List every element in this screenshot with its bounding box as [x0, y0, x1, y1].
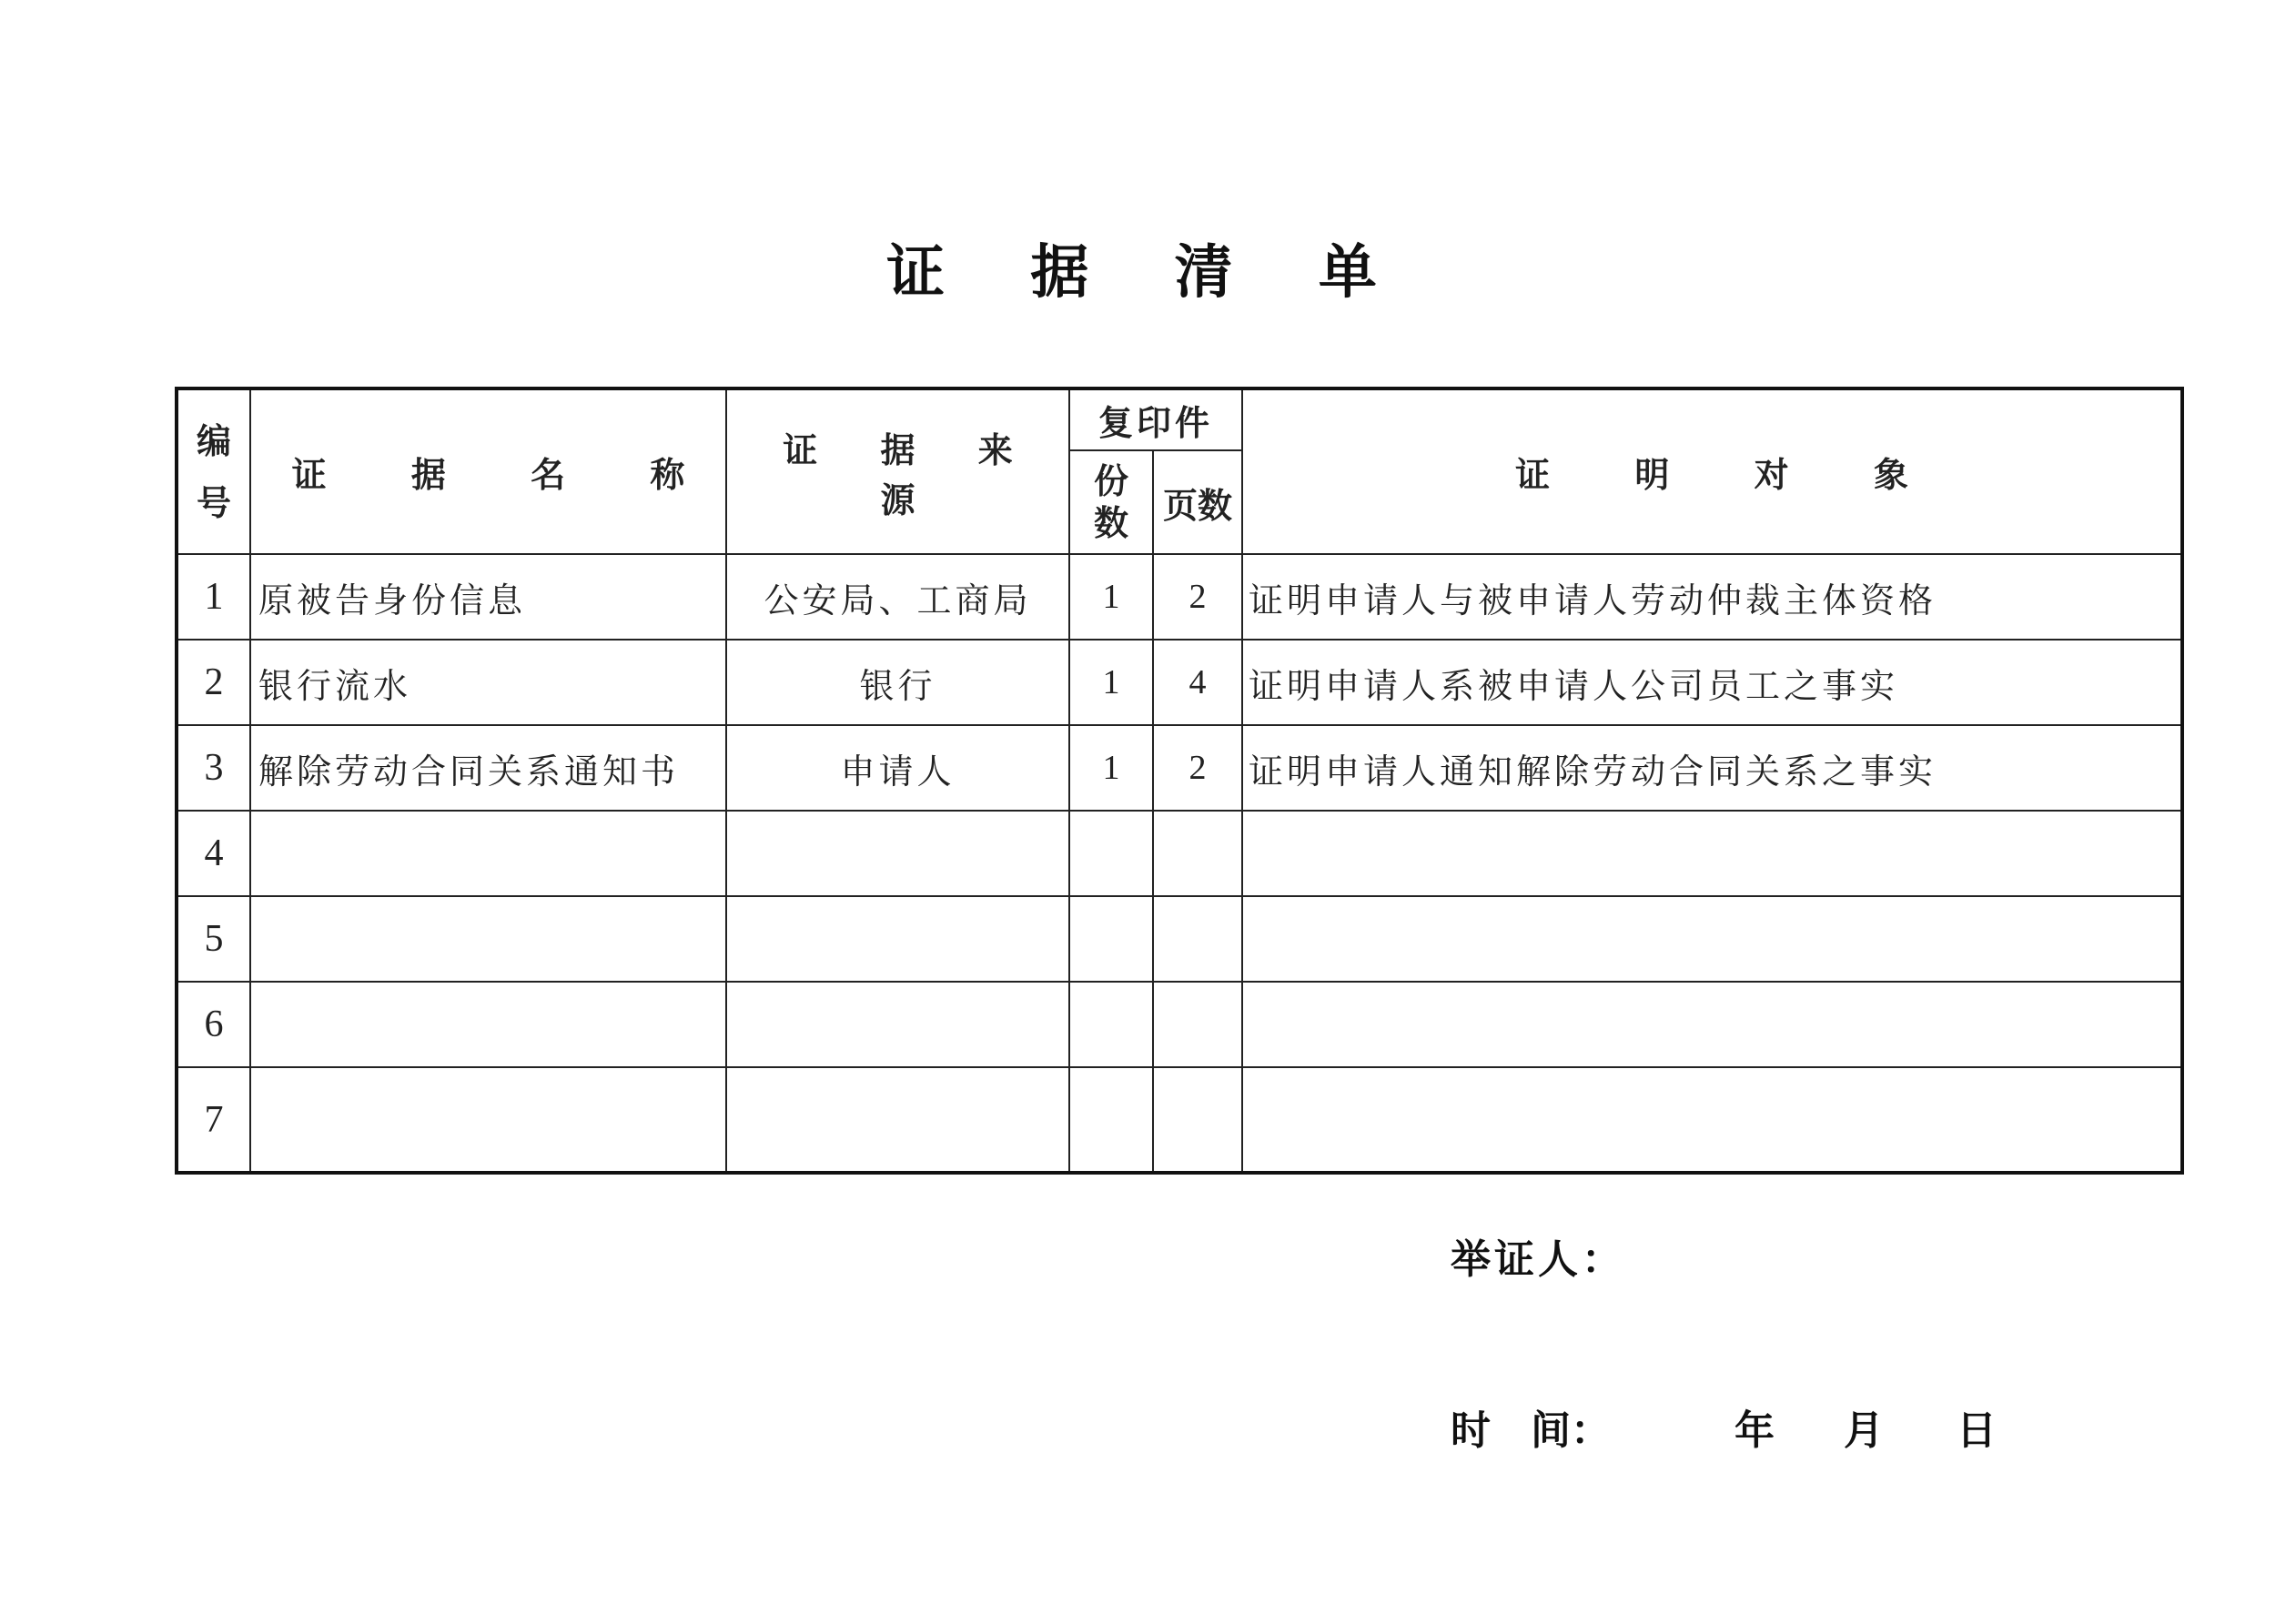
evidence-name-cell [250, 811, 726, 896]
pages-cell: 4 [1153, 640, 1242, 725]
pages-cell: 2 [1153, 554, 1242, 640]
header-evidence-name: 证 据 名 称 [250, 388, 726, 554]
evidence-source-cell: 银行 [726, 640, 1069, 725]
row-number: 1 [177, 554, 250, 640]
day-label: 日 [1957, 1407, 1997, 1454]
purpose-cell: 证明申请人系被申请人公司员工之事实 [1242, 640, 2182, 725]
purpose-cell: 证明申请人通知解除劳动合同关系之事实 [1242, 725, 2182, 811]
header-evidence-source: 证 据 来 源 [726, 388, 1069, 554]
purpose-cell [1242, 811, 2182, 896]
purpose-cell [1242, 982, 2182, 1067]
row-number: 7 [177, 1067, 250, 1173]
copies-cell: 1 [1069, 725, 1153, 811]
evidence-name-cell: 解除劳动合同关系通知书 [250, 725, 726, 811]
evidence-source-cell [726, 982, 1069, 1067]
header-pages: 页数 [1153, 450, 1242, 554]
signer-label: 举证人： [1451, 1236, 1625, 1283]
row-number: 3 [177, 725, 250, 811]
table-row [177, 896, 2182, 982]
copies-cell [1069, 811, 1153, 896]
month-label: 月 [1844, 1407, 1884, 1454]
header-purpose: 证 明 对 象 [1242, 388, 2182, 554]
table-row [177, 1067, 2182, 1173]
evidence-source-cell: 公安局、工商局 [726, 554, 1069, 640]
copies-cell [1069, 982, 1153, 1067]
evidence-name-cell [250, 1067, 726, 1173]
evidence-name-cell: 原被告身份信息 [250, 554, 726, 640]
evidence-name-cell [250, 982, 726, 1067]
pages-cell: 2 [1153, 725, 1242, 811]
pages-cell [1153, 811, 1242, 896]
evidence-source-cell: 申请人 [726, 725, 1069, 811]
header-copies-group: 复印件 [1069, 388, 1242, 450]
row-number: 4 [177, 811, 250, 896]
evidence-source-cell [726, 896, 1069, 982]
copies-cell: 1 [1069, 554, 1153, 640]
evidence-name-cell [250, 896, 726, 982]
date-line [1451, 1397, 2088, 1452]
purpose-cell: 证明申请人与被申请人劳动仲裁主体资格 [1242, 554, 2182, 640]
row-number: 6 [177, 982, 250, 1067]
evidence-table [175, 387, 2184, 1175]
table-row [177, 725, 2182, 811]
time-label: 时 间： [1451, 1407, 1611, 1454]
table-body [177, 554, 2182, 1173]
document-title: 证 据 清 单 [886, 239, 1410, 307]
evidence-name-cell: 银行流水 [250, 640, 726, 725]
purpose-cell [1242, 896, 2182, 982]
row-number: 2 [177, 640, 250, 725]
table-row [177, 640, 2182, 725]
copies-cell [1069, 1067, 1153, 1173]
pages-cell [1153, 982, 1242, 1067]
evidence-source-cell [726, 811, 1069, 896]
pages-cell [1153, 896, 1242, 982]
table-row [177, 554, 2182, 640]
evidence-source-cell [726, 1067, 1069, 1173]
copies-cell [1069, 896, 1153, 982]
copies-cell: 1 [1069, 640, 1153, 725]
table-row [177, 982, 2182, 1067]
year-label: 年 [1735, 1407, 1775, 1454]
table-header-row [177, 388, 2182, 450]
purpose-cell [1242, 1067, 2182, 1173]
row-number: 5 [177, 896, 250, 982]
table-row [177, 811, 2182, 896]
header-copies: 份 数 [1069, 450, 1153, 554]
pages-cell [1153, 1067, 1242, 1173]
header-number: 编 号 [177, 388, 250, 554]
